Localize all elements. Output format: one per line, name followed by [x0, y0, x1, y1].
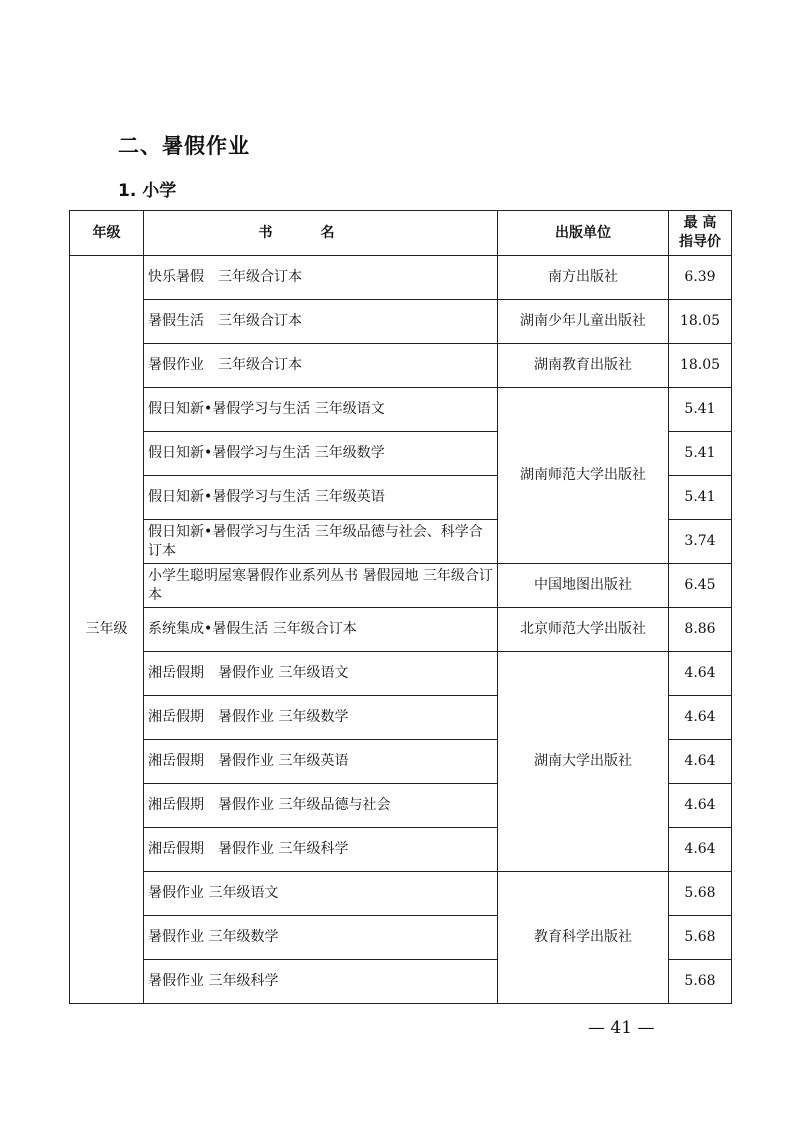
price: 5.68 — [669, 916, 732, 960]
table-row — [70, 344, 732, 388]
grade-cell: 三年级 — [70, 256, 144, 1004]
book-title: 系统集成•暑假生活 三年级合订本 — [144, 608, 498, 652]
publisher: 北京师范大学出版社 — [498, 608, 669, 652]
book-title: 小学生聪明屋寒暑假作业系列丛书 暑假园地 三年级合订本 — [144, 564, 498, 608]
price: 18.05 — [669, 344, 732, 388]
book-title: 暑假生活 三年级合订本 — [144, 300, 498, 344]
book-title: 暑假作业 三年级数学 — [144, 916, 498, 960]
header-price-line1: 最 高 — [683, 215, 717, 231]
table-header-row — [70, 211, 732, 256]
price: 5.68 — [669, 960, 732, 1004]
book-price-table — [69, 210, 732, 1004]
publisher: 湖南师范大学出版社 — [498, 388, 669, 564]
book-title: 暑假作业 三年级语文 — [144, 872, 498, 916]
price: 4.64 — [669, 652, 732, 696]
book-title: 暑假作业 三年级合订本 — [144, 344, 498, 388]
publisher: 湖南大学出版社 — [498, 652, 669, 872]
price: 4.64 — [669, 696, 732, 740]
publisher: 南方出版社 — [498, 256, 669, 300]
price: 18.05 — [669, 300, 732, 344]
price: 6.45 — [669, 564, 732, 608]
publisher: 湖南少年儿童出版社 — [498, 300, 669, 344]
table-row — [70, 300, 732, 344]
book-title: 湘岳假期 暑假作业 三年级英语 — [144, 740, 498, 784]
book-title: 假日知新•暑假学习与生活 三年级品德与社会、科学合订本 — [144, 520, 498, 564]
page-number: — 41 — — [588, 1018, 655, 1038]
price: 5.41 — [669, 476, 732, 520]
book-title: 湘岳假期 暑假作业 三年级语文 — [144, 652, 498, 696]
book-title: 快乐暑假 三年级合订本 — [144, 256, 498, 300]
book-title: 假日知新•暑假学习与生活 三年级英语 — [144, 476, 498, 520]
price: 4.64 — [669, 784, 732, 828]
header-price — [669, 211, 732, 256]
header-price-line2: 指导价 — [679, 234, 721, 250]
table-row — [70, 608, 732, 652]
price: 8.86 — [669, 608, 732, 652]
publisher: 湖南教育出版社 — [498, 344, 669, 388]
publisher: 教育科学出版社 — [498, 872, 669, 1004]
table-row — [70, 564, 732, 608]
price: 6.39 — [669, 256, 732, 300]
book-title: 假日知新•暑假学习与生活 三年级数学 — [144, 432, 498, 476]
price: 4.64 — [669, 828, 732, 872]
price: 5.41 — [669, 388, 732, 432]
price: 5.68 — [669, 872, 732, 916]
table-row — [70, 388, 732, 432]
header-publisher: 出版单位 — [498, 211, 669, 256]
book-title: 暑假作业 三年级科学 — [144, 960, 498, 1004]
book-title: 湘岳假期 暑假作业 三年级品德与社会 — [144, 784, 498, 828]
publisher: 中国地图出版社 — [498, 564, 669, 608]
book-title: 假日知新•暑假学习与生活 三年级语文 — [144, 388, 498, 432]
price: 5.41 — [669, 432, 732, 476]
section-heading: 二、暑假作业 — [118, 134, 250, 158]
table-row — [70, 872, 732, 916]
book-title: 湘岳假期 暑假作业 三年级科学 — [144, 828, 498, 872]
price: 3.74 — [669, 520, 732, 564]
price: 4.64 — [669, 740, 732, 784]
book-title: 湘岳假期 暑假作业 三年级数学 — [144, 696, 498, 740]
subsection-heading: 1. 小学 — [118, 181, 177, 201]
table-row — [70, 256, 732, 300]
header-grade: 年级 — [70, 211, 144, 256]
table-row — [70, 652, 732, 696]
header-title: 书名 — [144, 211, 498, 256]
